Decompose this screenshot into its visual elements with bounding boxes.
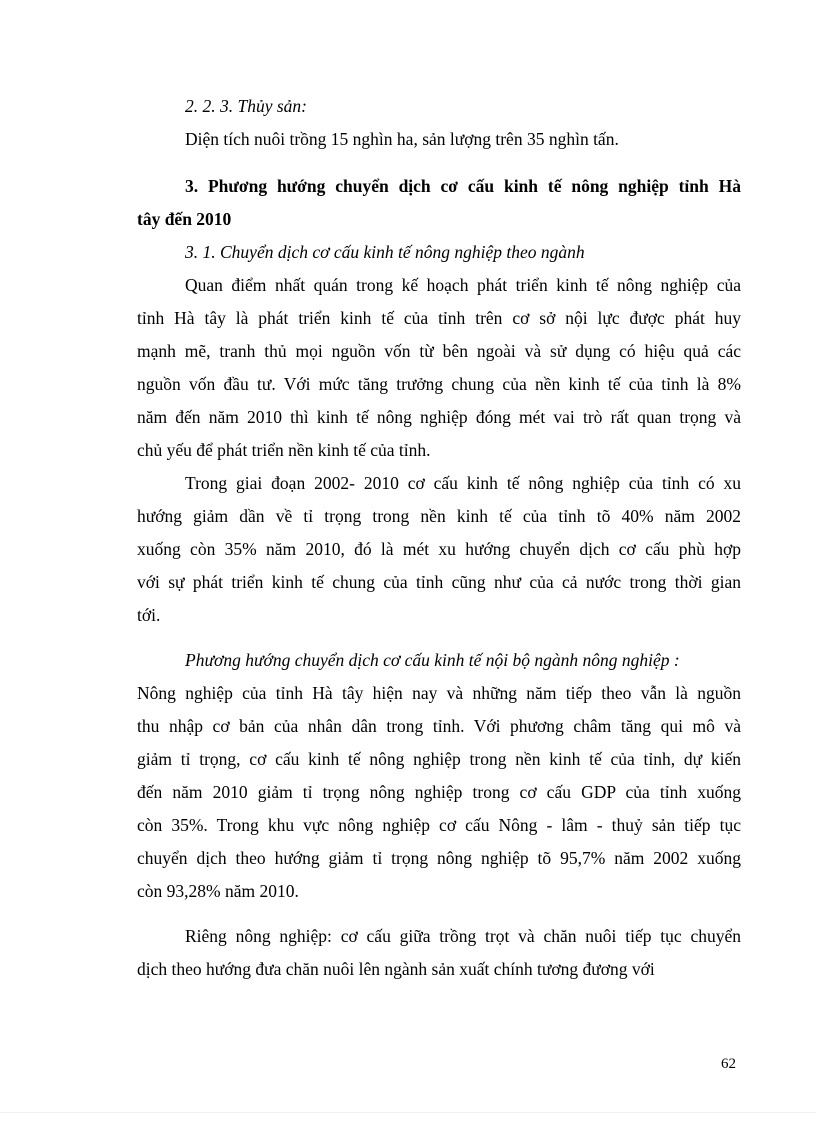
paragraph-3-line: còn 35%. Trong khu vực nông nghiệp cơ cấu Nông - lâm - thuỷ sản tiếp tục bbox=[137, 815, 741, 835]
paragraph-3-line: Nông nghiệp của tỉnh Hà tây hiện nay và những năm tiếp theo vẫn là nguồn bbox=[137, 683, 741, 703]
paragraph-4-line: dịch theo hướng đưa chăn nuôi lên ngành sản xuất chính tương đương với bbox=[137, 959, 655, 979]
paragraph-3-line: đến năm 2010 giảm tỉ trọng nông nghiệp trong cơ cấu GDP của tỉnh xuống bbox=[137, 782, 741, 802]
page-content bbox=[137, 90, 741, 986]
paragraph-1-line: Quan điểm nhất quán trong kế hoạch phát triển kinh tế nông nghiệp của bbox=[185, 275, 741, 295]
section-heading-2-2-3: 2. 2. 3. Thủy sản: bbox=[185, 96, 308, 116]
paragraph-3-line: thu nhập cơ bản của nhân dân trong tỉnh. Với phương châm tăng qui mô và bbox=[137, 716, 741, 736]
paragraph-1-line: chủ yếu để phát triển nền kinh tế của tỉnh. bbox=[137, 440, 431, 460]
paragraph-3-line: còn 93,28% năm 2010. bbox=[137, 881, 299, 901]
paragraph-3-line: chuyển dịch theo hướng giảm tỉ trọng nông nghiệp tõ 95,7% năm 2002 xuống bbox=[137, 848, 741, 868]
footer-divider bbox=[0, 1112, 816, 1113]
section-subheading-3-1: 3. 1. Chuyển dịch cơ cấu kinh tế nông nghiệp theo ngành bbox=[185, 242, 585, 262]
paragraph-2-line: Trong giai đoạn 2002- 2010 cơ cấu kinh tế nông nghiệp của tỉnh có xu bbox=[185, 473, 741, 493]
spacer bbox=[137, 632, 741, 644]
paragraph-4-line: Riêng nông nghiệp: cơ cấu giữa trồng trọt và chăn nuôi tiếp tục chuyển bbox=[185, 926, 741, 946]
paragraph-1-line: tỉnh Hà tây là phát triển kinh tế của tỉnh trên cơ sở nội lực được phát huy bbox=[137, 308, 741, 328]
section-body-2-2-3: Diện tích nuôi trồng 15 nghìn ha, sản lượng trên 35 nghìn tấn. bbox=[185, 129, 619, 149]
paragraph-3-line: giảm tỉ trọng, cơ cấu kinh tế nông nghiệp trong nền kinh tế của tỉnh, dự kiến bbox=[137, 749, 741, 769]
paragraph-1-line: nguồn vốn đầu tư. Với mức tăng trưởng chung của nền kinh tế của tỉnh là 8% bbox=[137, 374, 741, 394]
paragraph-1-line: năm đến năm 2010 thì kinh tế nông nghiệp đóng mét vai trò rất quan trọng và bbox=[137, 407, 741, 427]
spacer bbox=[137, 156, 741, 170]
paragraph-2-line: hướng giảm dần về tỉ trọng trong nền kinh tế của tỉnh tõ 40% năm 2002 bbox=[137, 506, 741, 526]
paragraph-2-line: xuống còn 35% năm 2010, đó là mét xu hướng chuyển dịch cơ cấu phù hợp bbox=[137, 539, 741, 559]
spacer bbox=[137, 908, 741, 920]
paragraph-2-line: tới. bbox=[137, 605, 161, 625]
paragraph-3-italic-lead: Phương hướng chuyển dịch cơ cấu kinh tế nội bộ ngành nông nghiệp : bbox=[185, 650, 680, 670]
section-heading-3-line2: tây đến 2010 bbox=[137, 209, 232, 229]
paragraph-1-line: mạnh mẽ, tranh thủ mọi nguồn vốn từ bên ngoài và sử dụng có hiệu quả các bbox=[137, 341, 741, 361]
section-heading-3-line1: 3. Phương hướng chuyển dịch cơ cấu kinh tế nông nghiệp tỉnh Hà bbox=[185, 176, 741, 196]
paragraph-2-line: với sự phát triển kinh tế chung của tỉnh cũng như của cả nước trong thời gian bbox=[137, 572, 741, 592]
page-number: 62 bbox=[721, 1056, 736, 1072]
